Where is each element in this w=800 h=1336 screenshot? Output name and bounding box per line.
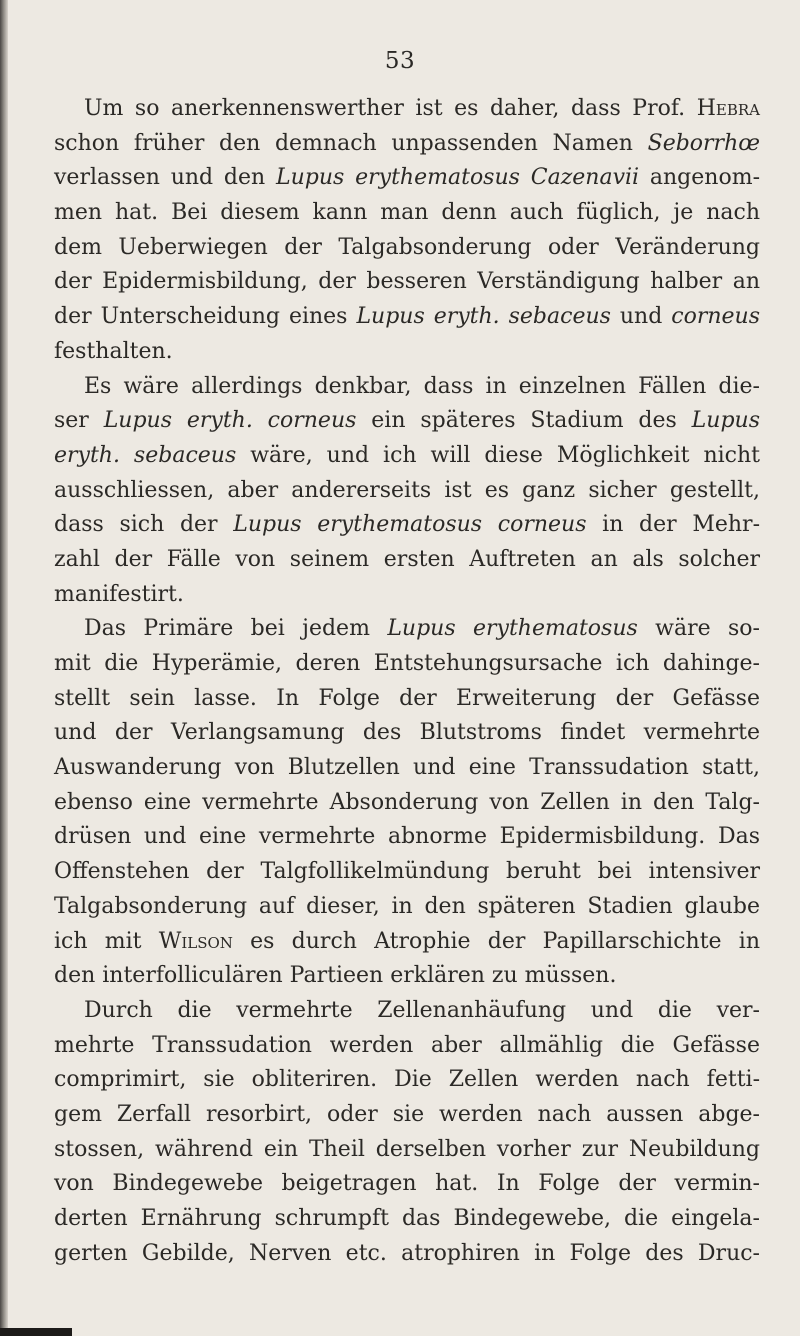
italic-term: eryth. sebaceus bbox=[54, 442, 237, 468]
italic-term: Seborrhœ bbox=[647, 130, 760, 156]
italic-term: Lupus erythematosus Cazenavii bbox=[276, 165, 640, 191]
italic-term: Lupus eryth. sebaceus bbox=[356, 304, 611, 330]
text-line: der Epidermisbildung, der besseren Verständigung halber an bbox=[54, 269, 760, 295]
text-line: ser Lupus eryth. corneus ein späteres Stadium des Lupus bbox=[54, 408, 760, 434]
page-bottom-shadow bbox=[0, 1328, 72, 1336]
text-line: Auswanderung von Blutzellen und eine Transsudation statt, bbox=[54, 755, 760, 781]
text-line: gem Zerfall resorbirt, oder sie werden nach aussen abge- bbox=[54, 1101, 760, 1127]
text-line: festhalten. bbox=[54, 338, 173, 364]
text-line: und der Verlangsamung des Blutstroms findet vermehrte bbox=[54, 720, 760, 746]
text-line: stellt sein lasse. In Folge der Erweiterung der Gefässe bbox=[54, 685, 760, 711]
text-line: stossen, während ein Theil derselben vorher zur Neubildung bbox=[54, 1136, 760, 1162]
italic-term: Lupus erythematosus bbox=[387, 616, 638, 642]
text-line: Offenstehen der Talgfollikelmündung beruht bei intensiver bbox=[54, 859, 760, 885]
text-line: zahl der Fälle von seinem ersten Auftreten an als solcher bbox=[54, 546, 760, 572]
text-line: den interfolliculären Partieen erklären zu müssen. bbox=[54, 963, 617, 989]
text-line: Das Primäre bei jedem Lupus erythematosus wäre so- bbox=[84, 616, 760, 642]
author-name: Hebra bbox=[696, 96, 760, 121]
italic-term: Lupus bbox=[691, 408, 760, 434]
italic-term: Lupus eryth. corneus bbox=[103, 408, 357, 434]
text-line: verlassen und den Lupus erythematosus Cazenavii angenom- bbox=[54, 165, 760, 191]
text-line: mit die Hyperämie, deren Entstehungsursache ich dahinge- bbox=[54, 651, 760, 676]
text-line: eryth. sebaceus wäre, und ich will diese Möglichkeit nicht bbox=[54, 442, 760, 468]
text-line: Durch die vermehrte Zellenanhäufung und die ver- bbox=[84, 997, 760, 1023]
text-line: ebenso eine vermehrte Absonderung von Zellen in den Talg- bbox=[54, 789, 760, 815]
text-line: Um so anerkennenswerther ist es daher, dass Prof. Hebra bbox=[84, 96, 760, 121]
text-line: ausschliessen, aber andererseits ist es ganz sicher gestellt, bbox=[54, 477, 760, 503]
italic-term: corneus bbox=[671, 304, 760, 330]
text-line: men hat. Bei diesem kann man denn auch füglich, je nach bbox=[54, 200, 760, 226]
body-text bbox=[54, 92, 760, 1271]
text-line: der Unterscheidung eines Lupus eryth. sebaceus und corneus bbox=[54, 304, 760, 330]
text-line: dass sich der Lupus erythematosus corneus in der Mehr- bbox=[54, 512, 761, 538]
text-line: ich mit Wilson es durch Atrophie der Papillarschichte in bbox=[54, 928, 760, 954]
italic-term: Lupus erythematosus corneus bbox=[233, 512, 587, 538]
text-line: drüsen und eine vermehrte abnorme Epidermisbildung. Das bbox=[54, 824, 760, 850]
text-line: Es wäre allerdings denkbar, dass in einzelnen Fällen die- bbox=[84, 373, 760, 399]
page-number: 53 bbox=[384, 48, 416, 74]
text-line: derten Ernährung schrumpft das Bindegewebe, die eingela- bbox=[54, 1206, 760, 1231]
text-line: mehrte Transsudation werden aber allmählig die Gefässe bbox=[54, 1032, 760, 1058]
text-line: schon früher den demnach unpassenden Namen Seborrhœ bbox=[54, 130, 760, 156]
text-line: von Bindegewebe beigetragen hat. In Folge der vermin- bbox=[54, 1171, 760, 1197]
text-line: comprimirt, sie obliteriren. Die Zellen werden nach fetti- bbox=[54, 1067, 760, 1093]
page-left-edge-shadow bbox=[0, 0, 8, 1336]
text-line: Talgabsonderung auf dieser, in den späteren Stadien glaube bbox=[54, 893, 760, 919]
text-line: dem Ueberwiegen der Talgabsonderung oder Veränderung bbox=[54, 234, 760, 260]
author-name: Wilson bbox=[158, 928, 233, 954]
text-line: manifestirt. bbox=[54, 581, 184, 607]
text-line: gerten Gebilde, Nerven etc. atrophiren in Folge des Druc- bbox=[54, 1240, 760, 1266]
